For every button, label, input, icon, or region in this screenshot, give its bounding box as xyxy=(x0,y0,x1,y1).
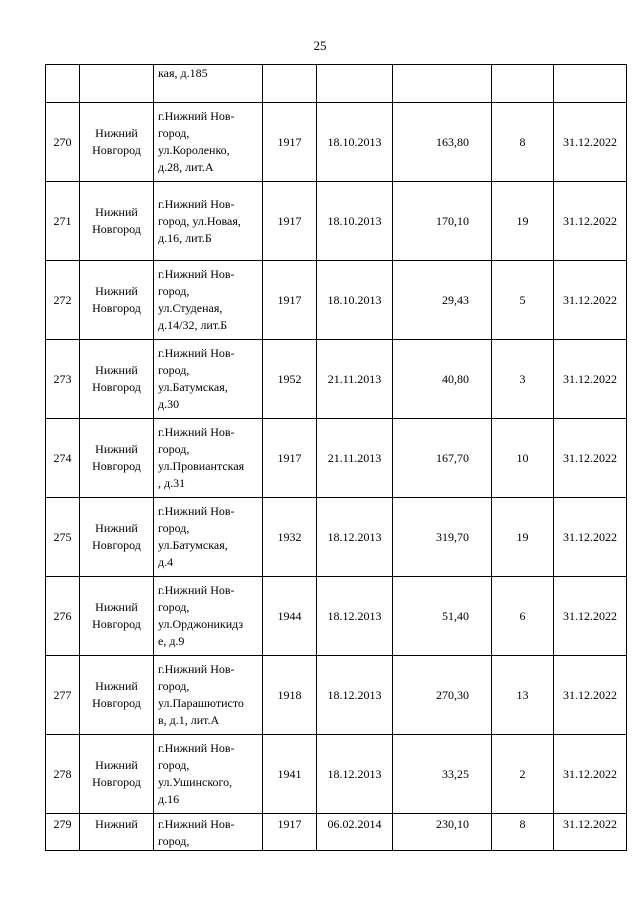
cell-date: 18.12.2013 xyxy=(317,735,393,814)
table-row xyxy=(46,419,627,498)
address-line: е, д.9 xyxy=(158,634,185,648)
cell-area: 51,40 xyxy=(393,577,492,656)
address-line: д.30 xyxy=(158,397,180,411)
cell-area: 170,10 xyxy=(393,182,492,261)
address-line: ул.Студеная, xyxy=(158,301,223,315)
cell-count: 2 xyxy=(492,735,554,814)
cell-city xyxy=(80,65,154,103)
city-line: Нижний xyxy=(95,600,138,614)
cell-number: 273 xyxy=(46,340,80,419)
cell-year: 1917 xyxy=(263,419,317,498)
address-line: город, xyxy=(158,758,190,772)
address-line: город, xyxy=(158,834,190,848)
cell-count: 10 xyxy=(492,419,554,498)
cell-area: 319,70 xyxy=(393,498,492,577)
housing-register-table xyxy=(45,64,627,851)
cell-city xyxy=(80,182,154,261)
address-line: город, xyxy=(158,442,190,456)
cell-year: 1918 xyxy=(263,656,317,735)
cell-year: 1917 xyxy=(263,182,317,261)
table-row-continuation xyxy=(46,65,627,103)
cell-deadline xyxy=(554,65,627,103)
city-line: Новгород xyxy=(92,617,141,631)
table-row xyxy=(46,182,627,261)
cell-deadline: 31.12.2022 xyxy=(554,103,627,182)
cell-count: 8 xyxy=(492,103,554,182)
cell-city xyxy=(80,656,154,735)
cell-deadline: 31.12.2022 xyxy=(554,577,627,656)
cell-number: 274 xyxy=(46,419,80,498)
cell-deadline: 31.12.2022 xyxy=(554,735,627,814)
cell-city xyxy=(80,340,154,419)
cell-year: 1941 xyxy=(263,735,317,814)
cell-count: 19 xyxy=(492,182,554,261)
address-line: д.16, лит.Б xyxy=(158,230,212,245)
cell-date xyxy=(317,65,393,103)
address-line: ул.Батумская, xyxy=(158,538,228,552)
cell-year: 1917 xyxy=(263,103,317,182)
cell-number: 275 xyxy=(46,498,80,577)
cell-deadline: 31.12.2022 xyxy=(554,340,627,419)
cell-address xyxy=(154,65,263,103)
cell-area: 29,43 xyxy=(393,261,492,340)
cell-address xyxy=(154,182,263,261)
cell-area: 33,25 xyxy=(393,735,492,814)
cell-address xyxy=(154,498,263,577)
cell-deadline: 31.12.2022 xyxy=(554,261,627,340)
cell-deadline: 31.12.2022 xyxy=(554,182,627,261)
cell-year: 1917 xyxy=(263,814,317,851)
cell-date: 06.02.2014 xyxy=(317,814,393,851)
cell-area: 163,80 xyxy=(393,103,492,182)
cell-city xyxy=(80,814,154,851)
cell-count xyxy=(492,65,554,103)
cell-city xyxy=(80,419,154,498)
page-number: 25 xyxy=(313,38,327,53)
cell-date: 18.10.2013 xyxy=(317,182,393,261)
table-row xyxy=(46,577,627,656)
address-line: г.Нижний Нов- xyxy=(158,583,235,597)
cell-count: 3 xyxy=(492,340,554,419)
cell-count: 6 xyxy=(492,577,554,656)
city-line: Новгород xyxy=(92,143,141,157)
city-line: Новгород xyxy=(92,459,141,473)
address-line: город, xyxy=(158,521,190,535)
cell-area: 40,80 xyxy=(393,340,492,419)
cell-number: 271 xyxy=(46,182,80,261)
cell-number xyxy=(46,65,80,103)
city-line: Нижний xyxy=(95,521,138,535)
cell-address xyxy=(154,735,263,814)
cell-deadline: 31.12.2022 xyxy=(554,498,627,577)
cell-year xyxy=(263,65,317,103)
address-line: д.14/32, лит.Б xyxy=(158,318,228,332)
table-row xyxy=(46,656,627,735)
cell-number: 270 xyxy=(46,103,80,182)
address-line: город, xyxy=(158,679,190,693)
cell-address xyxy=(154,261,263,340)
cell-year: 1932 xyxy=(263,498,317,577)
address-line: в, д.1, лит.А xyxy=(158,713,220,727)
address-line: город, ул.Новая, xyxy=(158,213,241,228)
cell-date: 21.11.2013 xyxy=(317,419,393,498)
table-row xyxy=(46,340,627,419)
address-line: , д.31 xyxy=(158,476,186,490)
address-line: ул.Провиантская xyxy=(158,459,245,473)
cell-number: 277 xyxy=(46,656,80,735)
city-line: Нижний xyxy=(95,817,138,831)
cell-address xyxy=(154,340,263,419)
cell-city xyxy=(80,577,154,656)
city-line: Нижний xyxy=(95,442,138,456)
cell-area: 270,30 xyxy=(393,656,492,735)
cell-address xyxy=(154,103,263,182)
cell-number: 272 xyxy=(46,261,80,340)
city-line: Нижний xyxy=(95,126,138,140)
table-row xyxy=(46,735,627,814)
cell-city xyxy=(80,103,154,182)
address-line: г.Нижний Нов- xyxy=(158,267,235,281)
cell-address xyxy=(154,577,263,656)
address-line: д.16 xyxy=(158,792,180,806)
city-line: Новгород xyxy=(92,696,141,710)
cell-address xyxy=(154,656,263,735)
city-line: Нижний xyxy=(95,363,138,377)
table-row xyxy=(46,261,627,340)
cell-date: 18.12.2013 xyxy=(317,577,393,656)
address-line: г.Нижний Нов- xyxy=(158,346,235,360)
cell-number: 276 xyxy=(46,577,80,656)
cell-count: 5 xyxy=(492,261,554,340)
city-line: Нижний xyxy=(95,284,138,298)
address-line: г.Нижний Нов- xyxy=(158,109,235,123)
address-line: город, xyxy=(158,363,190,377)
cell-city xyxy=(80,498,154,577)
cell-date: 18.12.2013 xyxy=(317,498,393,577)
cell-year: 1952 xyxy=(263,340,317,419)
city-line: Новгород xyxy=(92,538,141,552)
address-line: ул.Орджоникидз xyxy=(158,617,244,631)
address-line: г.Нижний Нов- xyxy=(158,504,235,518)
cell-date: 21.11.2013 xyxy=(317,340,393,419)
address-line: г.Нижний Нов- xyxy=(158,662,235,676)
address-line: город, xyxy=(158,600,190,614)
address-line: д.4 xyxy=(158,555,174,569)
address-line: ул.Ушинского, xyxy=(158,775,233,789)
address-line: г.Нижний Нов- xyxy=(158,196,235,211)
table-row xyxy=(46,814,627,851)
address-line: г.Нижний Нов- xyxy=(158,425,235,439)
address-line: кая, д.185 xyxy=(158,66,208,80)
address-line: ул.Короленко, xyxy=(158,143,230,157)
cell-deadline: 31.12.2022 xyxy=(554,656,627,735)
table-row xyxy=(46,498,627,577)
address-line: город, xyxy=(158,284,190,298)
address-line: ул.Парашютисто xyxy=(158,696,244,710)
cell-date: 18.10.2013 xyxy=(317,103,393,182)
city-line: Новгород xyxy=(92,380,141,394)
address-line: г.Нижний Нов- xyxy=(158,817,235,831)
cell-area xyxy=(393,65,492,103)
cell-area: 230,10 xyxy=(393,814,492,851)
address-line: д.28, лит.А xyxy=(158,160,214,174)
table-row xyxy=(46,103,627,182)
cell-number: 278 xyxy=(46,735,80,814)
cell-address xyxy=(154,814,263,851)
cell-city xyxy=(80,261,154,340)
cell-count: 13 xyxy=(492,656,554,735)
city-line: Новгород xyxy=(92,301,141,315)
cell-city xyxy=(80,735,154,814)
cell-area: 167,70 xyxy=(393,419,492,498)
cell-date: 18.12.2013 xyxy=(317,656,393,735)
city-line: Новгород xyxy=(92,222,141,236)
cell-year: 1944 xyxy=(263,577,317,656)
address-line: город, xyxy=(158,126,190,140)
cell-number: 279 xyxy=(46,814,80,851)
cell-date: 18.10.2013 xyxy=(317,261,393,340)
city-line: Нижний xyxy=(95,679,138,693)
cell-address xyxy=(154,419,263,498)
cell-count: 8 xyxy=(492,814,554,851)
city-line: Нижний xyxy=(95,758,138,772)
cell-deadline: 31.12.2022 xyxy=(554,419,627,498)
cell-count: 19 xyxy=(492,498,554,577)
address-line: ул.Батумская, xyxy=(158,380,228,394)
address-line: г.Нижний Нов- xyxy=(158,741,235,755)
cell-year: 1917 xyxy=(263,261,317,340)
city-line: Нижний xyxy=(95,205,138,219)
city-line: Новгород xyxy=(92,775,141,789)
cell-deadline: 31.12.2022 xyxy=(554,814,627,851)
